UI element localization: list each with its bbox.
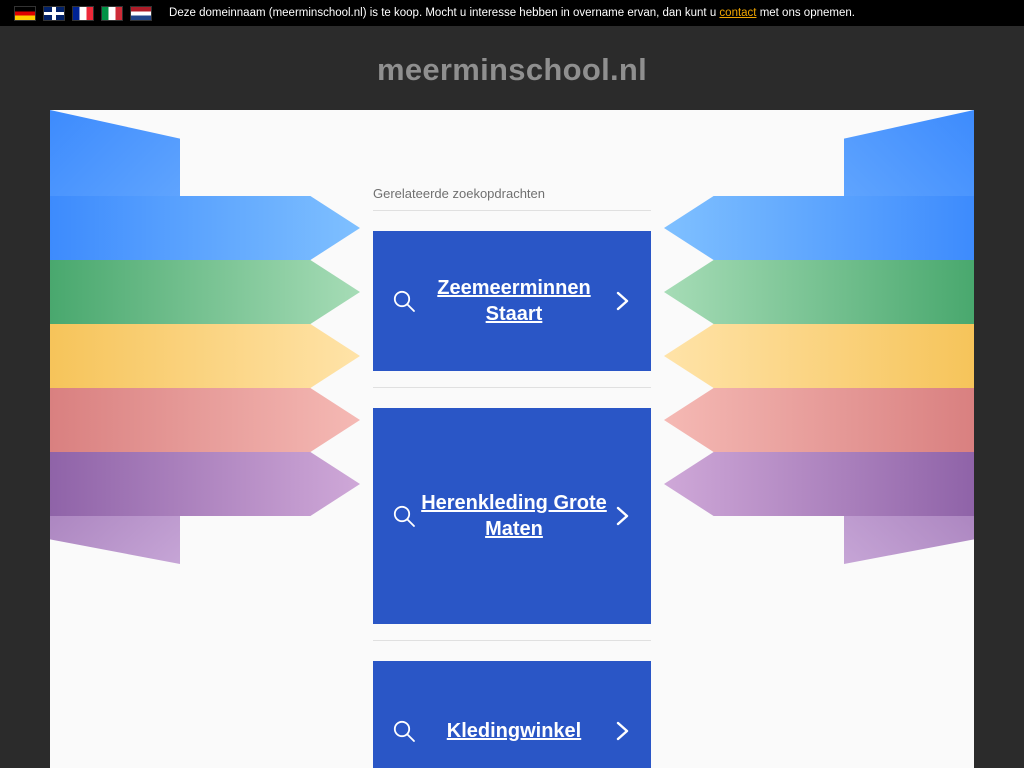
flag-de-icon[interactable]: [14, 6, 36, 21]
decorative-chevrons-left: [50, 110, 380, 550]
domain-for-sale-text-before: Deze domeinnaam (meerminschool.nl) is te koop. Mocht u interesse hebben in overname ervan, dan kunt u: [169, 7, 720, 19]
page-title: meerminschool.nl: [376, 52, 648, 87]
chevron-right-icon: [611, 503, 633, 529]
list-item[interactable]: [373, 641, 651, 768]
domain-for-sale-message: [0, 0, 1024, 26]
search-icon: [391, 718, 417, 744]
related-search-label-2[interactable]: Herenkleding Grote Maten: [421, 491, 607, 540]
contact-link[interactable]: contact: [719, 7, 757, 19]
language-flag-list: [0, 6, 152, 21]
content-canvas: [50, 110, 974, 768]
flag-fr-icon[interactable]: [72, 6, 94, 21]
list-item[interactable]: [373, 211, 651, 388]
flag-it-icon[interactable]: [101, 6, 123, 21]
decorative-chevrons-right: [644, 110, 974, 550]
related-search-card-2[interactable]: [373, 408, 651, 624]
related-search-label-1[interactable]: Zeemeerminnen Staart: [437, 276, 591, 325]
top-banner: [0, 0, 1024, 26]
flag-nl-icon[interactable]: [130, 6, 152, 21]
related-searches-heading: Gerelateerde zoekopdrachten: [373, 186, 651, 211]
related-search-card-1[interactable]: [373, 231, 651, 371]
list-item[interactable]: [373, 388, 651, 641]
search-icon: [391, 503, 417, 529]
chevron-right-icon: [611, 718, 633, 744]
flag-gb-icon[interactable]: [43, 6, 65, 21]
domain-for-sale-text-after: met ons opnemen.: [756, 7, 855, 19]
related-search-label-3[interactable]: Kledingwinkel: [446, 719, 582, 742]
search-icon: [391, 288, 417, 314]
chevron-right-icon: [611, 288, 633, 314]
decorative-wedge-left: [50, 110, 180, 550]
decorative-wedge-right: [844, 110, 974, 550]
related-searches-column: [373, 186, 651, 768]
related-search-card-3[interactable]: [373, 661, 651, 768]
